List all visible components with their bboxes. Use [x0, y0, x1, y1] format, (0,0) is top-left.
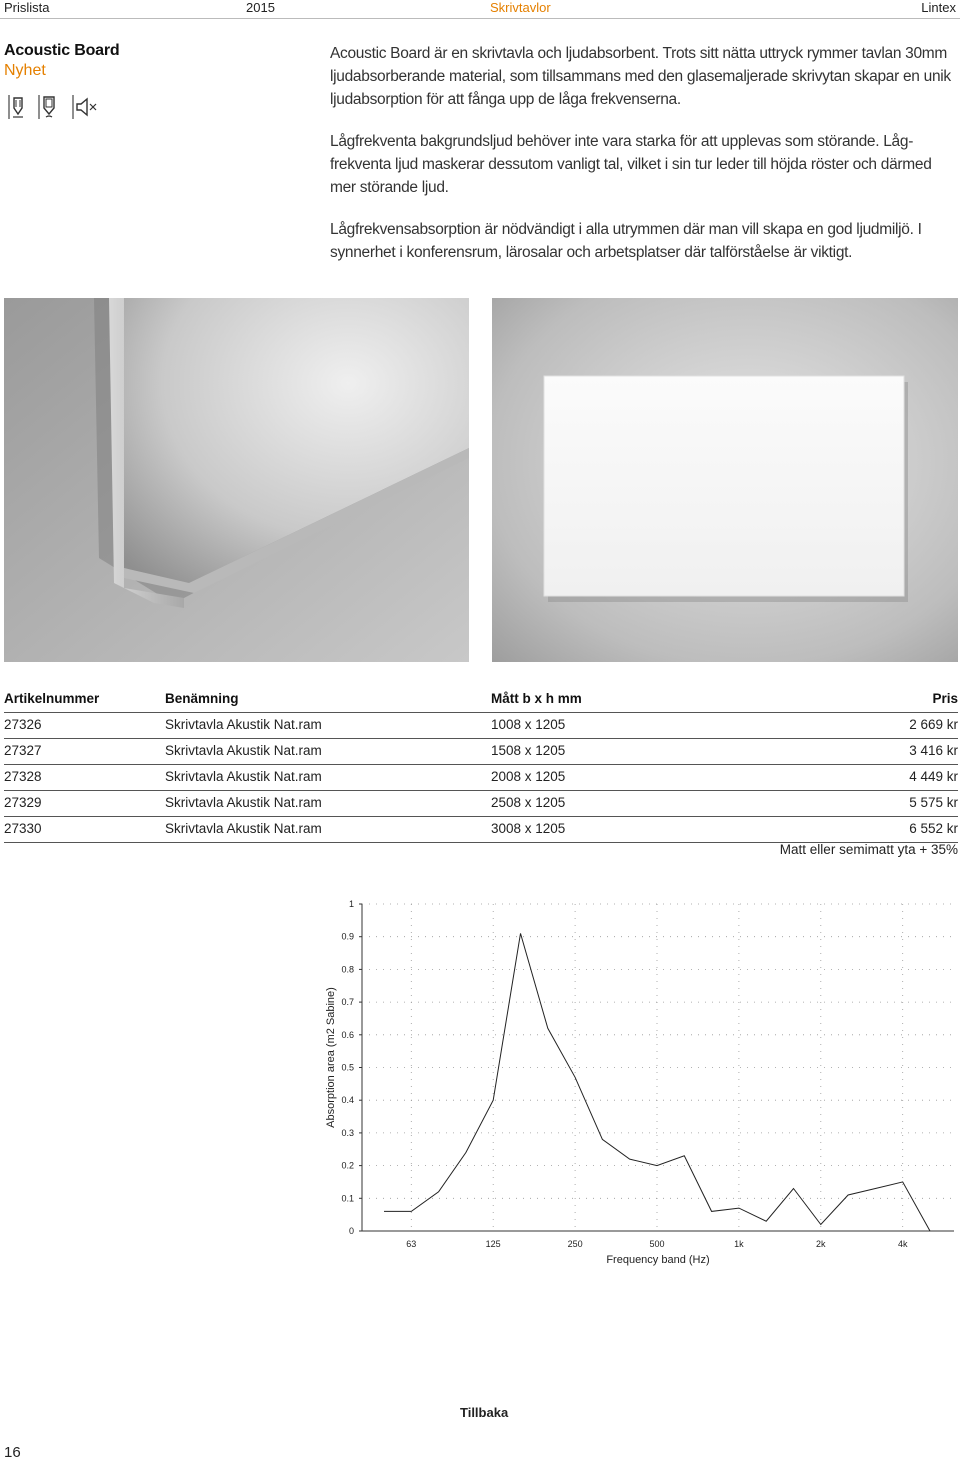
header-price: Pris — [932, 691, 958, 706]
absorption-series-line — [384, 933, 930, 1231]
y-tick-label: 0.8 — [341, 964, 354, 975]
back-link[interactable]: Tillbaka — [460, 1405, 509, 1420]
magnetic-icon — [8, 94, 28, 125]
board-wall-photo — [492, 298, 958, 662]
writable-icon — [38, 94, 60, 125]
cell-size: 3008 x 1205 — [491, 821, 566, 836]
y-axis-title: Absorption area (m2 Sabine) — [325, 987, 337, 1128]
board-closeup-photo — [4, 298, 469, 662]
description-paragraph-2: Lågfrekventa bakgrundsljud behöver inte vara starka för att upplevas som störande. Låg-frekventa ljud maskerar dessutom vanligt tal, vilket i sin tur leder till höjda röster och därmed mer störande ljud. — [330, 133, 932, 196]
y-tick-label: 0.4 — [341, 1095, 354, 1106]
page-header — [0, 0, 960, 20]
cell-size: 1008 x 1205 — [491, 717, 566, 732]
description-paragraph-3: Lågfrekvensabsorption är nödvändigt i alla utrymmen där man vill skapa en god ljudmiljö. I synnerhet i konferensrum, lärosalar och arbetsplatser där talförståelse är viktigt. — [330, 221, 922, 261]
y-tick-label: 0 — [348, 1226, 354, 1236]
surface-note: Matt eller semimatt yta + 35% — [779, 842, 958, 857]
table-header-row — [4, 687, 958, 713]
x-tick-label: 250 — [567, 1239, 583, 1249]
price-table — [4, 687, 958, 843]
header-article-number: Artikelnummer — [4, 691, 100, 706]
header-pricelist: Prislista — [4, 0, 50, 15]
x-tick-label: 1k — [734, 1239, 744, 1249]
y-tick-label: 0.6 — [341, 1029, 354, 1040]
cell-name: Skrivtavla Akustik Nat.ram — [165, 795, 322, 810]
cell-name: Skrivtavla Akustik Nat.ram — [165, 717, 322, 732]
page-number: 16 — [4, 1444, 21, 1461]
header-year: 2015 — [246, 0, 275, 15]
cell-name: Skrivtavla Akustik Nat.ram — [165, 821, 322, 836]
y-tick-label: 1 — [348, 899, 354, 909]
header-divider — [0, 18, 960, 19]
product-title: Acoustic Board — [4, 42, 120, 59]
cell-name: Skrivtavla Akustik Nat.ram — [165, 769, 322, 784]
x-tick-label: 2k — [816, 1239, 826, 1249]
y-tick-label: 0.1 — [341, 1193, 354, 1204]
product-sidebar — [4, 42, 184, 80]
table-row — [4, 739, 958, 765]
x-tick-label: 4k — [897, 1239, 908, 1249]
cell-size: 2508 x 1205 — [491, 795, 566, 810]
cell-price: 4 449 kr — [909, 769, 958, 784]
y-tick-label: 0.5 — [341, 1062, 354, 1073]
header-name: Benämning — [165, 691, 239, 706]
header-dimensions: Mått b x h mm — [491, 691, 582, 706]
absorption-chart — [300, 880, 960, 1285]
y-tick-label: 0.3 — [341, 1127, 354, 1138]
cell-article: 27330 — [4, 821, 42, 836]
absorption-chart-svg — [300, 880, 960, 1280]
x-tick-label: 63 — [406, 1239, 417, 1249]
product-description — [330, 42, 956, 283]
y-tick-label: 0.7 — [341, 997, 354, 1008]
x-tick-label: 125 — [485, 1239, 501, 1249]
sound-absorbing-icon — [72, 94, 98, 125]
cell-article: 27326 — [4, 717, 42, 732]
cell-article: 27329 — [4, 795, 42, 810]
table-row — [4, 713, 958, 739]
cell-name: Skrivtavla Akustik Nat.ram — [165, 743, 322, 758]
cell-price: 2 669 kr — [909, 717, 958, 732]
header-brand: Lintex — [921, 0, 956, 15]
cell-size: 1508 x 1205 — [491, 743, 566, 758]
cell-size: 2008 x 1205 — [491, 769, 566, 784]
description-paragraph-1: Acoustic Board är en skrivtavla och ljudabsorbent. Trots sitt nätta uttryck rymmer tavlan 30mm ljudabsorberande material, som tillsammans med den glasemaljerade skrivytan skapar en unik ljudabsorption för att fånga upp de låga frekvenserna. — [330, 45, 951, 108]
cell-price: 5 575 kr — [909, 795, 958, 810]
table-row — [4, 817, 958, 843]
table-row — [4, 765, 958, 791]
table-row — [4, 791, 958, 817]
x-tick-label: 500 — [649, 1239, 665, 1249]
cell-article: 27327 — [4, 743, 42, 758]
new-badge: Nyhet — [4, 62, 46, 79]
y-tick-label: 0.2 — [341, 1160, 354, 1171]
y-tick-label: 0.9 — [341, 931, 354, 942]
x-axis-title: Frequency band (Hz) — [606, 1254, 710, 1266]
cell-price: 3 416 kr — [909, 743, 958, 758]
cell-price: 6 552 kr — [909, 821, 958, 836]
header-category: Skrivtavlor — [490, 0, 551, 15]
cell-article: 27328 — [4, 769, 42, 784]
